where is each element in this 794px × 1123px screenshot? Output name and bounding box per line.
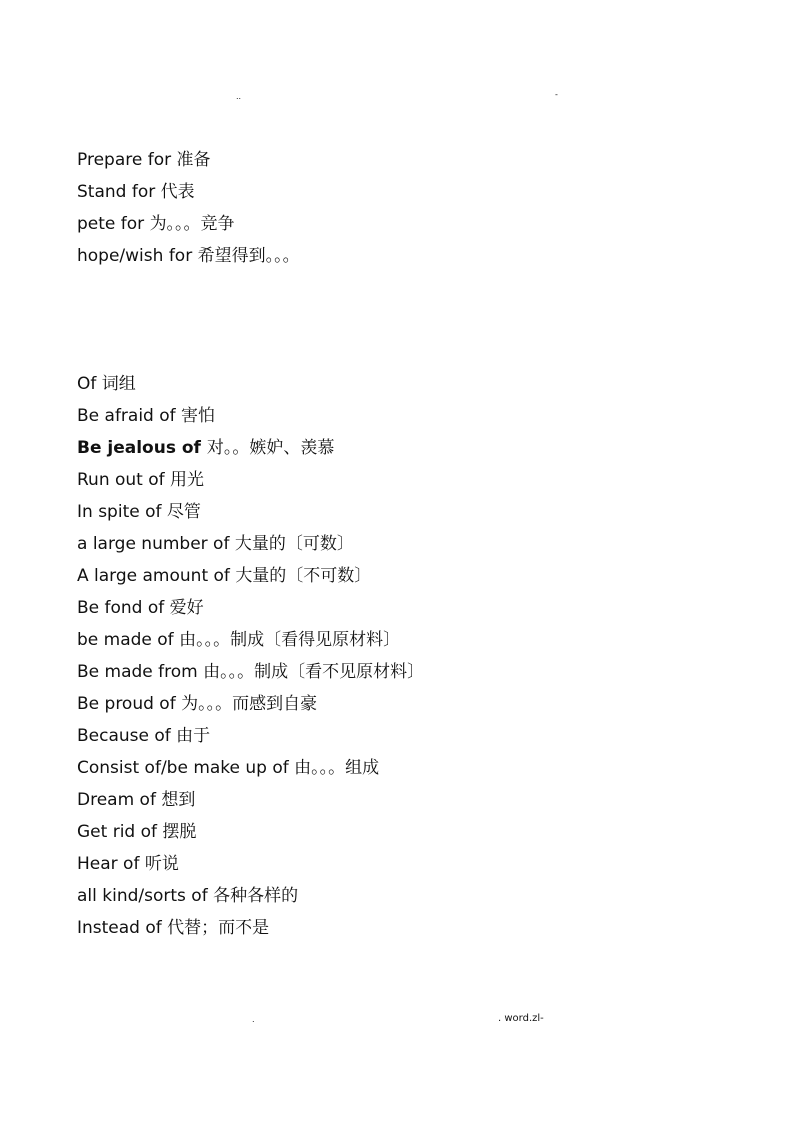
phrase-chinese: 准备 (176, 150, 211, 170)
phrase-line (77, 432, 424, 464)
header-right-mark: - (555, 90, 558, 99)
phrase-line (77, 880, 424, 912)
phrase-line (77, 816, 424, 848)
phrase-line (77, 208, 300, 240)
phrase-chinese: 爱好 (169, 598, 204, 618)
phrase-english: hope/wish for (77, 246, 198, 266)
section-of-phrases (77, 368, 424, 944)
phrase-english: Run out of (77, 470, 171, 490)
phrase-line (77, 752, 424, 784)
phrase-chinese: 听说 (144, 854, 179, 874)
phrase-english: a large number of (77, 534, 235, 554)
section-for-phrases (77, 144, 300, 272)
footer-left-mark: . (252, 1015, 255, 1024)
phrase-chinese: 代替；而不是 (167, 918, 270, 938)
phrase-english: Instead of (77, 918, 168, 938)
phrase-chinese: 由于 (176, 726, 211, 746)
phrase-english: Prepare for (77, 150, 177, 170)
phrase-chinese: 希望得到。。。 (197, 246, 300, 266)
phrase-english: Get rid of (77, 822, 163, 842)
phrase-english: pete for (77, 214, 150, 234)
footer-right-mark: . word.zl- (498, 1013, 544, 1024)
phrase-english: Hear of (77, 854, 145, 874)
phrase-chinese: 为。。。而感到自豪 (181, 694, 318, 714)
phrase-english: In spite of (77, 502, 167, 522)
phrase-english: be made of (77, 630, 180, 650)
phrase-line (77, 496, 424, 528)
phrase-english: Be made from (77, 662, 204, 682)
phrase-line (77, 624, 424, 656)
phrase-line (77, 656, 424, 688)
phrase-chinese: 由。。。制成〔看不见原材料〕 (203, 662, 425, 682)
phrase-chinese: 由。。。组成 (294, 758, 380, 778)
phrase-line (77, 560, 424, 592)
phrase-line (77, 144, 300, 176)
phrase-english: Be proud of (77, 694, 182, 714)
phrase-line (77, 400, 424, 432)
phrase-line (77, 528, 424, 560)
phrase-line (77, 912, 424, 944)
phrase-line (77, 688, 424, 720)
phrase-chinese: 代表 (160, 182, 195, 202)
phrase-line (77, 464, 424, 496)
phrase-line (77, 176, 300, 208)
phrase-line (77, 592, 424, 624)
phrase-chinese: 大量的〔不可数〕 (235, 566, 372, 586)
phrase-english-bold: Be jealous of (77, 438, 207, 458)
phrase-chinese: 尽管 (166, 502, 201, 522)
phrase-chinese: 各种各样的 (213, 886, 299, 906)
phrase-english: A large amount of (77, 566, 236, 586)
header-left-mark: .. (236, 92, 242, 101)
phrase-english: Be afraid of (77, 406, 182, 426)
phrase-line (77, 240, 300, 272)
section-heading (77, 368, 424, 400)
phrase-line (77, 720, 424, 752)
phrase-chinese: 用光 (170, 470, 205, 490)
phrase-chinese: 为。。。竞争 (149, 214, 235, 234)
phrase-english: Consist of/be make up of (77, 758, 295, 778)
phrase-chinese: 摆脱 (162, 822, 197, 842)
phrase-chinese: 害怕 (181, 406, 216, 426)
phrase-line (77, 784, 424, 816)
phrase-english: Be fond of (77, 598, 170, 618)
phrase-chinese: 想到 (161, 790, 196, 810)
heading-chinese: 词组 (101, 374, 136, 394)
heading-english: Of (77, 374, 102, 394)
phrase-english: Dream of (77, 790, 162, 810)
phrase-english: Because of (77, 726, 177, 746)
phrase-chinese: 对。。嫉妒、羡慕 (206, 438, 335, 458)
phrase-chinese: 由。。。制成〔看得见原材料〕 (179, 630, 401, 650)
phrase-english: all kind/sorts of (77, 886, 214, 906)
phrase-chinese: 大量的〔可数〕 (234, 534, 354, 554)
phrase-line (77, 848, 424, 880)
phrase-english: Stand for (77, 182, 161, 202)
